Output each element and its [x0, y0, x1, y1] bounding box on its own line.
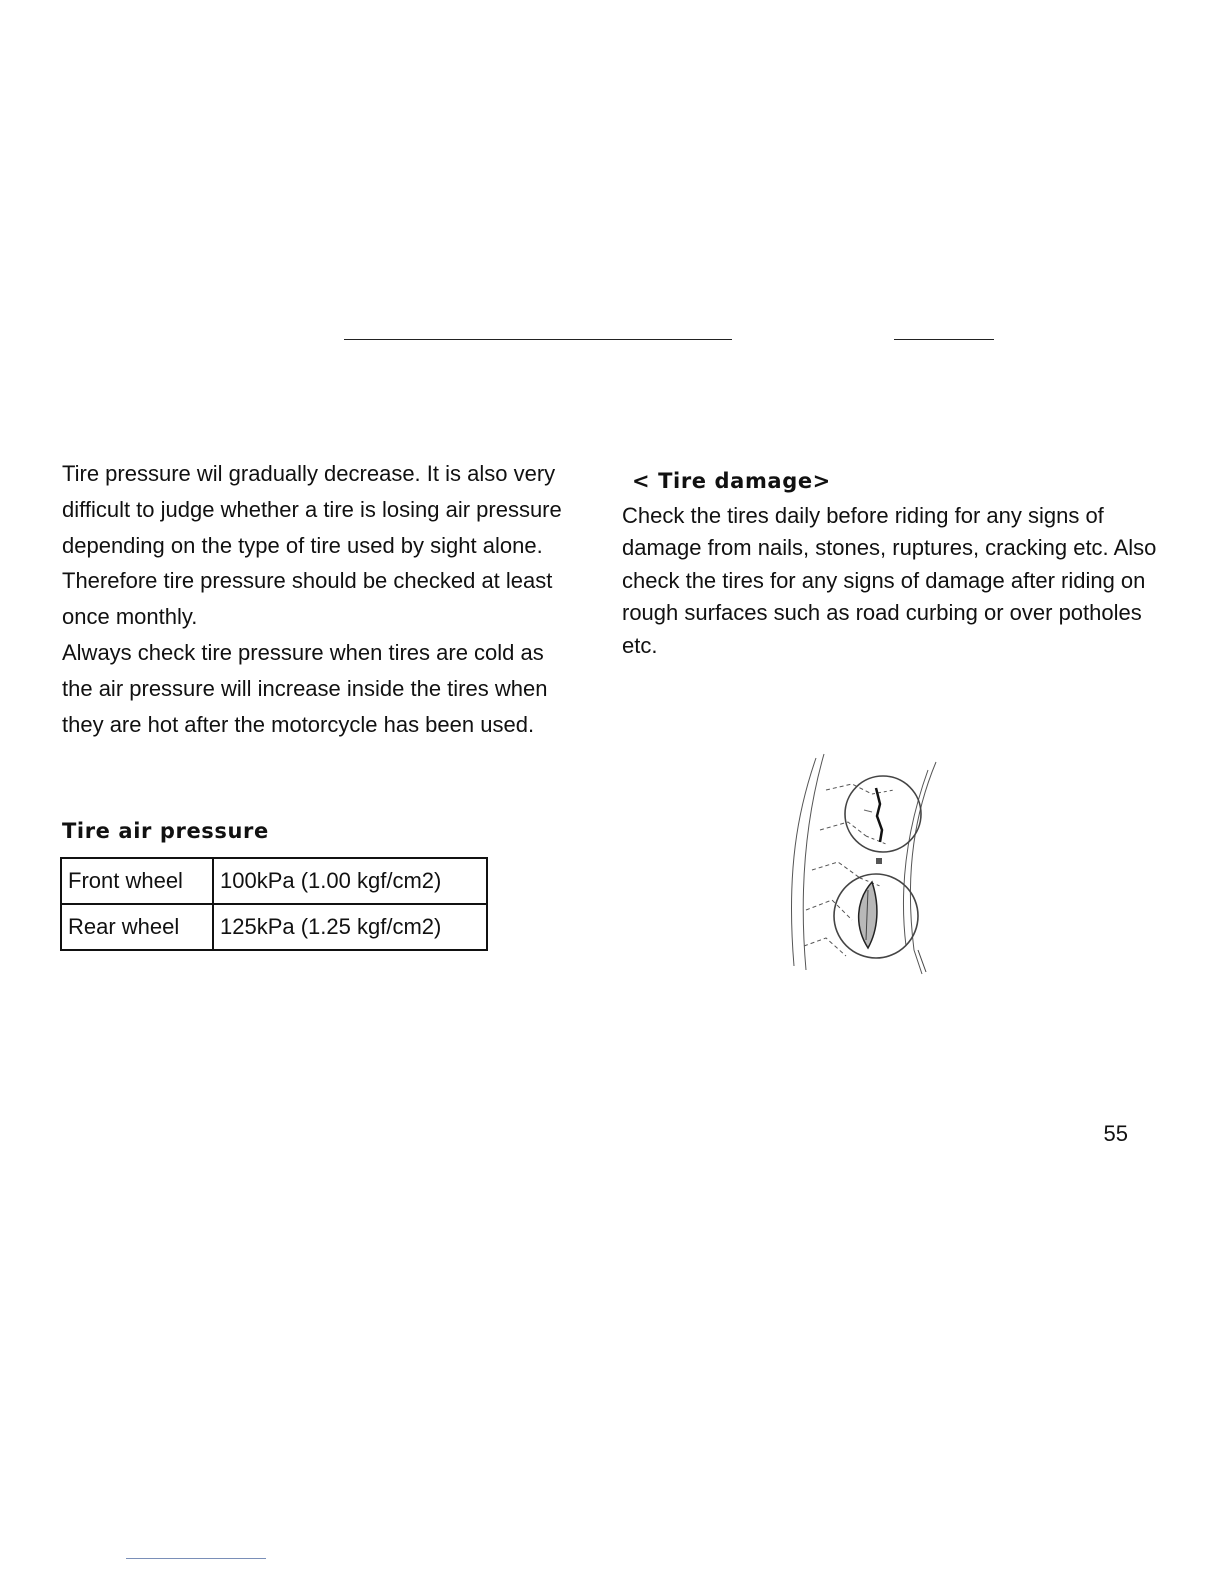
table-row: [61, 904, 487, 950]
tire-damage-heading: < Tire damage>: [632, 469, 831, 493]
table-row: [61, 858, 487, 904]
tire-pressure-text: [62, 456, 574, 742]
tire-damage-section: [622, 462, 1182, 662]
tire-pressure-paragraph-1: Tire pressure wil gradually decrease. It is also very difficult to judge whether a tire is losing air pressure depending on the type of tire used by sight alone. Therefore tire pressure should be checked at least once monthly.: [62, 461, 562, 630]
header-rule-right: [894, 339, 994, 340]
front-wheel-label: Front wheel: [61, 858, 213, 904]
header-rule-left: [344, 339, 732, 340]
tire-air-pressure-heading: Tire air pressure: [62, 819, 269, 843]
front-wheel-pressure: 100kPa (1.00 kgf/cm2): [213, 858, 487, 904]
tire-damage-illustration-icon: [776, 750, 946, 976]
rear-wheel-pressure: 125kPa (1.25 kgf/cm2): [213, 904, 487, 950]
page-number: 55: [1103, 1121, 1128, 1146]
tire-pressure-paragraph-2: Always check tire pressure when tires are cold as the air pressure will increase inside the tires when they are hot after the motorcycle has been used.: [62, 639, 548, 737]
tire-air-pressure-table: [60, 857, 488, 951]
footer-rule: [126, 1558, 266, 1559]
tire-damage-paragraph: Check the tires daily before riding for any signs of damage from nails, stones, ruptures, cracking etc. Also check the tires for any signs of damage after riding on rough surfaces such as road curbing or over potholes etc.: [622, 503, 1157, 658]
rear-wheel-label: Rear wheel: [61, 904, 213, 950]
